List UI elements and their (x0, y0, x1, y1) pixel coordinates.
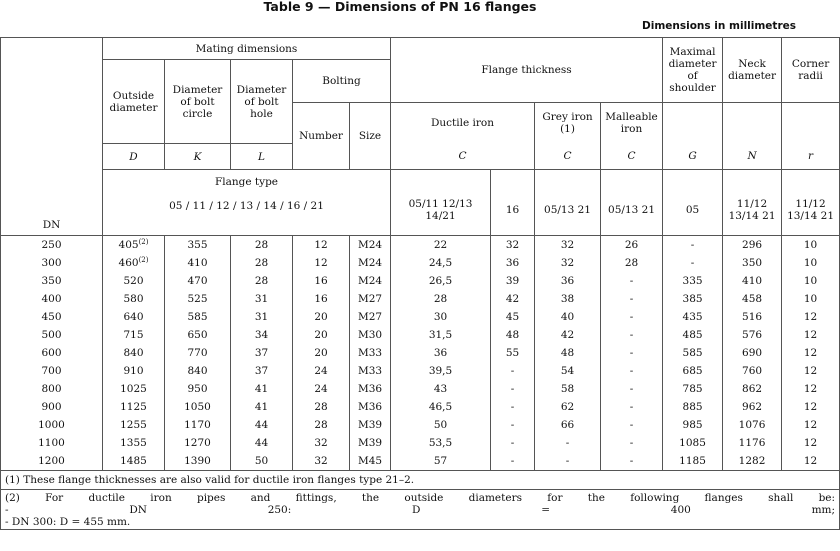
cell-L: 41 (231, 380, 293, 398)
cell-c-a: 43 (391, 380, 491, 398)
table-row (1, 380, 840, 398)
cell-K: 410 (165, 254, 231, 272)
cell-dn: 600 (1, 344, 103, 362)
symbol-r: r (782, 144, 840, 170)
cell-size: M27 (350, 308, 391, 326)
cell-num: 20 (293, 326, 350, 344)
dn-header: DN (1, 38, 103, 236)
cell-c-a: 30 (391, 308, 491, 326)
cell-G: 585 (663, 344, 723, 362)
cell-D: 580 (103, 290, 165, 308)
table-row (1, 236, 840, 255)
cell-N: 516 (723, 308, 782, 326)
cell-D: 1255 (103, 416, 165, 434)
cell-size: M33 (350, 344, 391, 362)
cell-L: 28 (231, 254, 293, 272)
cell-D: 405$^{(2)}$ (103, 236, 165, 255)
cell-num: 20 (293, 344, 350, 362)
cell-N: 410 (723, 272, 782, 290)
cell-num: 24 (293, 362, 350, 380)
cell-c-b: - (491, 452, 535, 471)
cell-c-mall: 26 (601, 236, 663, 255)
cell-r: 12 (782, 344, 840, 362)
cell-c-a: 31,5 (391, 326, 491, 344)
symbol-C-ductile: C (391, 144, 535, 170)
cell-c-a: 26,5 (391, 272, 491, 290)
cell-K: 950 (165, 380, 231, 398)
cell-c-grey: 54 (535, 362, 601, 380)
cell-r: 12 (782, 326, 840, 344)
cell-N: 350 (723, 254, 782, 272)
bolt-hole-header: Diameter of bolt hole (231, 60, 293, 144)
cell-size: M36 (350, 398, 391, 416)
cell-c-grey: 32 (535, 236, 601, 255)
cell-D: 1025 (103, 380, 165, 398)
cell-K: 1050 (165, 398, 231, 416)
cell-num: 32 (293, 452, 350, 471)
cell-c-mall: - (601, 452, 663, 471)
cell-L: 28 (231, 236, 293, 255)
cell-r: 12 (782, 380, 840, 398)
flange-type-radii: 11/12 13/14 21 (782, 170, 840, 236)
symbol-C-malleable: C (601, 144, 663, 170)
cell-c-grey: 32 (535, 254, 601, 272)
cell-c-grey: 62 (535, 398, 601, 416)
table-row (1, 254, 840, 272)
cell-G: 1085 (663, 434, 723, 452)
symbol-G: G (663, 144, 723, 170)
cell-N: 1282 (723, 452, 782, 471)
cell-L: 44 (231, 434, 293, 452)
cell-size: M24 (350, 254, 391, 272)
cell-L: 37 (231, 344, 293, 362)
cell-dn: 500 (1, 326, 103, 344)
cell-c-b: - (491, 398, 535, 416)
cell-c-grey: 40 (535, 308, 601, 326)
cell-K: 525 (165, 290, 231, 308)
cell-G: - (663, 254, 723, 272)
cell-c-a: 39,5 (391, 362, 491, 380)
cell-c-b: 39 (491, 272, 535, 290)
cell-num: 28 (293, 398, 350, 416)
cell-c-mall: - (601, 308, 663, 326)
cell-c-grey: 58 (535, 380, 601, 398)
cell-c-mall: 28 (601, 254, 663, 272)
flange-type-shoulder: 05 (663, 170, 723, 236)
cell-size: M27 (350, 290, 391, 308)
bolt-number-header: Number (293, 103, 350, 170)
cell-c-mall: - (601, 434, 663, 452)
cell-size: M39 (350, 434, 391, 452)
flange-type-grey: 05/13 21 (535, 170, 601, 236)
cell-size: M33 (350, 362, 391, 380)
cell-dn: 700 (1, 362, 103, 380)
flange-thickness-header: Flange thickness (391, 38, 663, 103)
cell-c-grey: 38 (535, 290, 601, 308)
flange-type-malleable: 05/13 21 (601, 170, 663, 236)
table-row (1, 434, 840, 452)
cell-N: 1176 (723, 434, 782, 452)
cell-G: 785 (663, 380, 723, 398)
cell-dn: 300 (1, 254, 103, 272)
flange-type-mating: Flange type 05 / 11 / 12 / 13 / 14 / 16 / 21 (103, 170, 391, 236)
max-shoulder-header: Maximal diameter of shoulder (663, 38, 723, 103)
symbol-N: N (723, 144, 782, 170)
cell-num: 20 (293, 308, 350, 326)
cell-K: 470 (165, 272, 231, 290)
cell-c-b: - (491, 434, 535, 452)
cell-c-a: 57 (391, 452, 491, 471)
table-row (1, 272, 840, 290)
cell-G: 885 (663, 398, 723, 416)
footnote-2 (1, 490, 840, 530)
cell-r: 12 (782, 308, 840, 326)
cell-c-b: 55 (491, 344, 535, 362)
cell-num: 16 (293, 290, 350, 308)
cell-G: 335 (663, 272, 723, 290)
flange-type-neck: 11/12 13/14 21 (723, 170, 782, 236)
table-row (1, 452, 840, 471)
cell-size: M45 (350, 452, 391, 471)
cell-size: M39 (350, 416, 391, 434)
cell-c-b: - (491, 362, 535, 380)
bolt-size-header: Size (350, 103, 391, 170)
cell-D: 1125 (103, 398, 165, 416)
cell-dn: 350 (1, 272, 103, 290)
cell-r: 12 (782, 416, 840, 434)
cell-N: 458 (723, 290, 782, 308)
cell-dn: 450 (1, 308, 103, 326)
cell-c-b: 48 (491, 326, 535, 344)
cell-N: 296 (723, 236, 782, 255)
cell-c-grey: - (535, 452, 601, 471)
footnote-1: (1) These flange thicknesses are also valid for ductile iron flanges type 21–2. (1, 471, 840, 490)
cell-D: 640 (103, 308, 165, 326)
cell-c-mall: - (601, 290, 663, 308)
cell-c-grey: 48 (535, 344, 601, 362)
cell-D: 910 (103, 362, 165, 380)
cell-N: 690 (723, 344, 782, 362)
corner-radii-header: Corner radii (782, 38, 840, 103)
cell-r: 10 (782, 290, 840, 308)
cell-r: 10 (782, 254, 840, 272)
table-row (1, 308, 840, 326)
cell-c-mall: - (601, 380, 663, 398)
grey-iron-header: Grey iron (1) (535, 103, 601, 144)
cell-num: 16 (293, 272, 350, 290)
cell-r: 10 (782, 236, 840, 255)
cell-K: 650 (165, 326, 231, 344)
footnote-2-line-2: - DN 250: D = 400 mm; (5, 503, 836, 516)
cell-c-mall: - (601, 416, 663, 434)
footnote-2-line-1: (2) For ductile iron pipes and fittings, the outside diameters for the following flanges shall be: (5, 491, 836, 504)
cell-G: 1185 (663, 452, 723, 471)
cell-size: M36 (350, 380, 391, 398)
cell-c-b: 42 (491, 290, 535, 308)
cell-dn: 1200 (1, 452, 103, 471)
cell-c-b: - (491, 416, 535, 434)
cell-D: 1355 (103, 434, 165, 452)
cell-K: 1170 (165, 416, 231, 434)
cell-c-a: 24,5 (391, 254, 491, 272)
cell-D: 715 (103, 326, 165, 344)
malleable-iron-header: Malleable iron (601, 103, 663, 144)
cell-size: M30 (350, 326, 391, 344)
flange-type-ductile-a: 05/11 12/13 14/21 (391, 170, 491, 236)
cell-D: 520 (103, 272, 165, 290)
table-row (1, 398, 840, 416)
cell-c-a: 22 (391, 236, 491, 255)
cell-r: 12 (782, 362, 840, 380)
cell-dn: 400 (1, 290, 103, 308)
cell-D: 460$^{(2)}$ (103, 254, 165, 272)
flange-type-mating-values: 05 / 11 / 12 / 13 / 14 / 16 / 21 (169, 200, 324, 212)
flange-dimensions-table (0, 37, 840, 530)
cell-G: - (663, 236, 723, 255)
cell-L: 28 (231, 272, 293, 290)
footnote-ref: (2) (138, 256, 149, 264)
table-row (1, 416, 840, 434)
cell-L: 34 (231, 326, 293, 344)
table-title: Table 9 — Dimensions of PN 16 flanges (263, 0, 537, 14)
cell-L: 41 (231, 398, 293, 416)
cell-r: 12 (782, 434, 840, 452)
bolt-circle-header: Diameter of bolt circle (165, 60, 231, 144)
footnote-2-line-3: - DN 300: D = 455 mm. (5, 515, 131, 528)
cell-G: 435 (663, 308, 723, 326)
cell-r: 12 (782, 452, 840, 471)
symbol-L: L (231, 144, 293, 170)
flange-type-ductile-b: 16 (491, 170, 535, 236)
cell-r: 10 (782, 272, 840, 290)
cell-dn: 250 (1, 236, 103, 255)
cell-dn: 1000 (1, 416, 103, 434)
neck-diameter-header: Neck diameter (723, 38, 782, 103)
units-note: Dimensions in millimetres (642, 20, 796, 32)
cell-K: 355 (165, 236, 231, 255)
cell-K: 840 (165, 362, 231, 380)
cell-c-grey: 66 (535, 416, 601, 434)
cell-num: 12 (293, 254, 350, 272)
cell-K: 1270 (165, 434, 231, 452)
cell-c-b: - (491, 380, 535, 398)
bolting-header: Bolting (293, 60, 391, 103)
cell-c-grey: 36 (535, 272, 601, 290)
cell-num: 32 (293, 434, 350, 452)
cell-c-grey: - (535, 434, 601, 452)
cell-size: M24 (350, 272, 391, 290)
table-row (1, 344, 840, 362)
cell-c-mall: - (601, 362, 663, 380)
cell-dn: 900 (1, 398, 103, 416)
cell-L: 31 (231, 308, 293, 326)
table-row (1, 290, 840, 308)
cell-c-mall: - (601, 398, 663, 416)
table-body (1, 236, 840, 471)
table-row (1, 326, 840, 344)
cell-num: 12 (293, 236, 350, 255)
cell-N: 862 (723, 380, 782, 398)
cell-dn: 1100 (1, 434, 103, 452)
cell-D: 1485 (103, 452, 165, 471)
cell-K: 585 (165, 308, 231, 326)
symbol-C-grey: C (535, 144, 601, 170)
cell-G: 385 (663, 290, 723, 308)
cell-L: 44 (231, 416, 293, 434)
cell-c-a: 36 (391, 344, 491, 362)
cell-c-a: 53,5 (391, 434, 491, 452)
table-row (1, 362, 840, 380)
mating-dimensions-header: Mating dimensions (103, 38, 391, 60)
cell-N: 576 (723, 326, 782, 344)
footnote-ref: (2) (138, 238, 149, 246)
cell-num: 28 (293, 416, 350, 434)
cell-c-mall: - (601, 344, 663, 362)
cell-G: 685 (663, 362, 723, 380)
cell-c-b: 32 (491, 236, 535, 255)
cell-dn: 800 (1, 380, 103, 398)
symbol-D: D (103, 144, 165, 170)
outside-diameter-header: Outside diameter (103, 60, 165, 144)
cell-G: 485 (663, 326, 723, 344)
cell-L: 31 (231, 290, 293, 308)
cell-K: 1390 (165, 452, 231, 471)
cell-c-a: 28 (391, 290, 491, 308)
cell-c-mall: - (601, 326, 663, 344)
ductile-iron-header: Ductile iron (391, 103, 535, 144)
cell-N: 962 (723, 398, 782, 416)
cell-size: M24 (350, 236, 391, 255)
cell-c-mall: - (601, 272, 663, 290)
cell-L: 50 (231, 452, 293, 471)
symbol-K: K (165, 144, 231, 170)
cell-r: 12 (782, 398, 840, 416)
cell-c-b: 45 (491, 308, 535, 326)
cell-c-a: 46,5 (391, 398, 491, 416)
cell-D: 840 (103, 344, 165, 362)
cell-L: 37 (231, 362, 293, 380)
cell-num: 24 (293, 380, 350, 398)
cell-N: 1076 (723, 416, 782, 434)
cell-G: 985 (663, 416, 723, 434)
cell-c-a: 50 (391, 416, 491, 434)
cell-N: 760 (723, 362, 782, 380)
cell-c-grey: 42 (535, 326, 601, 344)
cell-c-b: 36 (491, 254, 535, 272)
cell-K: 770 (165, 344, 231, 362)
